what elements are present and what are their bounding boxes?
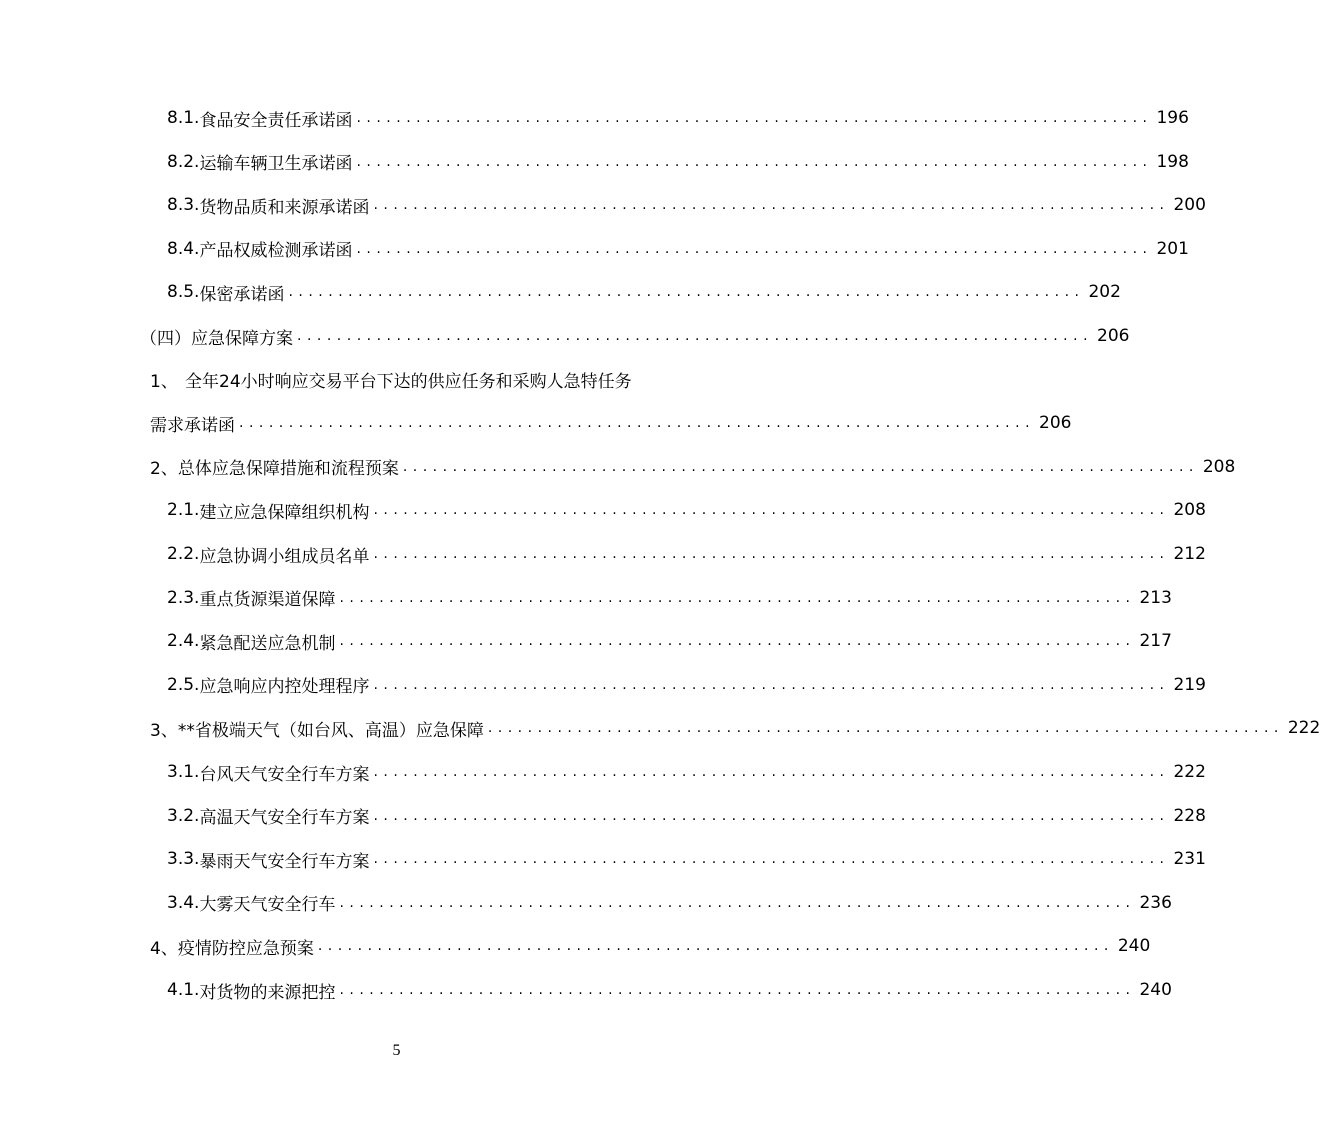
toc-entry-page: 196: [1156, 108, 1189, 128]
toc-entry[interactable]: [167, 585, 1172, 611]
toc-entry-title: 保密承诺函: [199, 284, 285, 305]
toc-entry-page: 219: [1173, 674, 1206, 695]
toc-entry-number: 2、: [150, 459, 178, 480]
toc-entry-page: 206: [1039, 413, 1072, 434]
toc-entry-number: （四）: [140, 328, 191, 349]
toc-entry-continuation[interactable]: [150, 410, 1072, 436]
toc-entry-title: 高温天气安全行车方案: [199, 808, 370, 829]
toc-entry[interactable]: [150, 367, 680, 393]
toc-entry-title: 运输车辆卫生承诺函: [199, 154, 353, 175]
toc-entry[interactable]: [167, 628, 1172, 654]
toc-entry-number: 3.4.: [167, 892, 200, 913]
toc-entry-number: 8.4.: [167, 238, 200, 259]
leader-dots: ................................................................................: [288, 284, 1085, 301]
toc-entry-title: 台风天气安全行车方案: [199, 764, 370, 785]
toc-entry-title: 总体应急保障措施和流程预案: [177, 459, 399, 480]
toc-entry-number: 1、: [150, 372, 178, 393]
toc-entry-title: 大雾天气安全行车: [199, 895, 336, 916]
leader-dots: ................................................................................: [339, 589, 1136, 606]
toc-entry-number: 8.1.: [167, 108, 200, 128]
leader-dots: ................................................................................: [356, 153, 1153, 170]
toc-entry[interactable]: [167, 846, 1206, 872]
toc-entry-title: 应急协调小组成员名单: [199, 546, 370, 567]
toc-entry[interactable]: [167, 236, 1189, 262]
toc-entry-number: 4、: [150, 938, 178, 959]
leader-dots: ................................................................................: [373, 197, 1170, 214]
toc-entry-page: 212: [1173, 544, 1206, 564]
toc-entry-number: 3.3.: [167, 849, 200, 870]
toc-entry-number: 8.3.: [167, 195, 200, 216]
toc-entry-page: 200: [1173, 195, 1206, 216]
toc-entry[interactable]: [167, 672, 1206, 698]
leader-dots: ................................................................................: [402, 458, 1199, 475]
toc-entry-title: **省极端天气（如台风、高温）应急保障: [177, 720, 484, 741]
toc-entry-page: 240: [1117, 936, 1151, 957]
toc-entry[interactable]: [167, 759, 1206, 785]
toc-entry-page: 231: [1173, 849, 1206, 870]
toc-entry-page: 222: [1287, 718, 1320, 739]
toc-entry-title: 疫情防控应急预案: [177, 938, 314, 959]
toc-entry-number: 2.5.: [167, 674, 200, 695]
toc-entry[interactable]: [167, 890, 1172, 916]
toc-entry[interactable]: [167, 977, 1172, 1003]
toc-entry-title: 建立应急保障组织机构: [199, 502, 370, 523]
toc-entry-number: 2.1.: [167, 500, 200, 521]
leader-dots: ................................................................................: [317, 938, 1114, 955]
toc-entry[interactable]: [150, 454, 1236, 480]
toc-entry-page: 202: [1088, 282, 1121, 303]
toc-entry-number: 2.4.: [167, 631, 200, 652]
toc-entry[interactable]: [167, 279, 1121, 305]
leader-dots: ................................................................................: [239, 415, 1036, 432]
toc-entry-page: 236: [1139, 892, 1172, 913]
toc-entry-page: 213: [1139, 587, 1172, 608]
toc-entry-number: 3、: [150, 720, 178, 741]
toc-entry-number: 2.3.: [167, 587, 200, 608]
toc-entry-page: 228: [1173, 805, 1206, 826]
toc-entry-title: 重点货源渠道保障: [199, 590, 336, 611]
toc-entry-number: 2.2.: [167, 544, 200, 564]
toc-entry-title: 应急保障方案: [191, 328, 293, 349]
toc-entry[interactable]: [167, 105, 1189, 131]
leader-dots: ................................................................................: [373, 807, 1170, 824]
toc-entry-page: 240: [1139, 980, 1172, 1000]
page-number: 5: [392, 1042, 401, 1059]
toc-entry-page: 222: [1173, 762, 1206, 782]
leader-dots: ................................................................................: [373, 546, 1170, 562]
leader-dots: ................................................................................: [339, 633, 1136, 650]
leader-dots: ................................................................................: [373, 851, 1170, 868]
toc-entry-title: 食品安全责任承诺函: [199, 110, 353, 131]
toc-entry-page: 201: [1156, 238, 1189, 259]
toc-entry[interactable]: [167, 541, 1206, 567]
leader-dots: ................................................................................: [373, 764, 1170, 780]
leader-dots: ................................................................................: [297, 328, 1094, 344]
toc-entry-title: 全年24小时响应交易平台下达的供应任务和采购人急特任务: [185, 372, 632, 393]
leader-dots: ................................................................................: [373, 676, 1170, 693]
toc-entry-title: 紧急配送应急机制: [199, 633, 336, 654]
toc-entry-title: 暴雨天气安全行车方案: [199, 851, 370, 872]
toc-entry[interactable]: [150, 715, 1320, 741]
leader-dots: ................................................................................: [356, 240, 1153, 257]
leader-dots: ................................................................................: [356, 110, 1153, 126]
toc-entry[interactable]: [167, 497, 1206, 523]
toc-entry[interactable]: [167, 149, 1189, 175]
leader-dots: ................................................................................: [487, 720, 1284, 737]
toc-entry[interactable]: [167, 192, 1206, 218]
toc-entry-title: 对货物的来源把控: [199, 982, 336, 1003]
toc-entry-title: 货物品质和来源承诺函: [199, 197, 370, 218]
toc-entry-title: 产品权威检测承诺函: [199, 241, 353, 262]
toc-entry-page: 206: [1097, 326, 1130, 346]
toc-entry-title: 应急响应内控处理程序: [199, 677, 370, 698]
toc-entry[interactable]: [150, 933, 1151, 959]
toc-entry[interactable]: [140, 323, 1130, 349]
toc-entry-title: 需求承诺函: [150, 415, 235, 436]
leader-dots: ................................................................................: [339, 982, 1136, 998]
leader-dots: ................................................................................: [339, 894, 1136, 911]
toc-entry-number: 8.5.: [167, 282, 200, 303]
toc-entry-number: 4.1.: [167, 980, 200, 1000]
leader-dots: ................................................................................: [373, 502, 1170, 519]
toc-entry-number: 3.2.: [167, 805, 200, 826]
toc-entry-page: 217: [1139, 631, 1172, 652]
toc-entry-number: 8.2.: [167, 151, 200, 172]
toc-entry-page: 198: [1156, 151, 1189, 172]
toc-entry-page: 208: [1173, 500, 1206, 521]
toc-entry-page: 208: [1202, 456, 1236, 477]
toc-entry-number: 3.1.: [167, 762, 200, 782]
toc-entry[interactable]: [167, 803, 1206, 829]
